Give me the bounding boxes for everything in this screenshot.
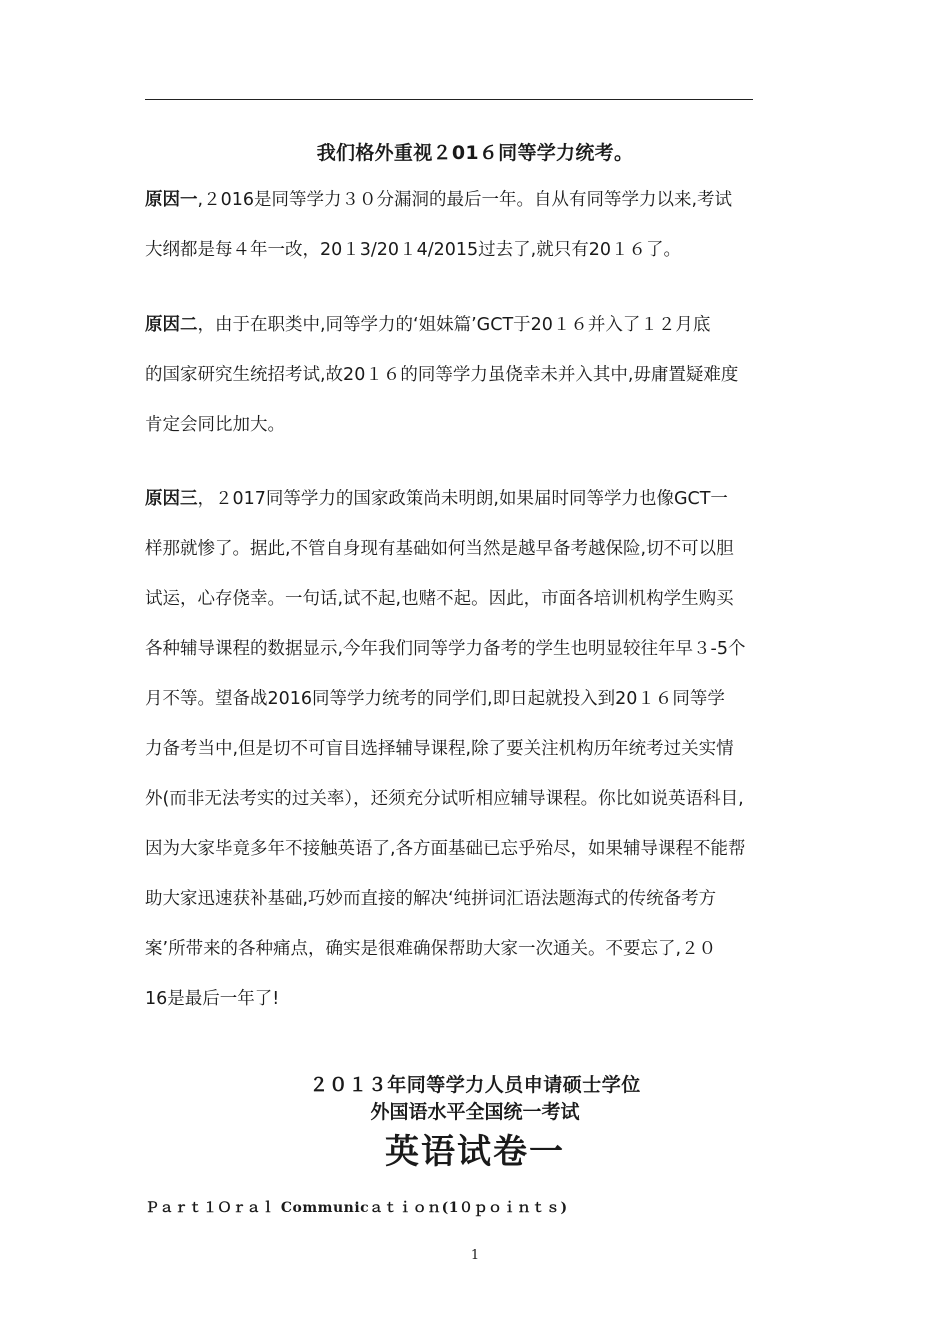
reason-three-label: 原因三	[145, 489, 198, 509]
reason-one-paragraph	[145, 175, 825, 275]
reason-three-line-11: 16是最后一年了!	[145, 989, 280, 1009]
reason-two-line-3: 肯定会同比加大。	[145, 415, 285, 435]
reason-three-line-8: 因为大家毕竟多年不接触英语了,各方面基础已忘乎殆尽，如果辅导课程不能帮	[145, 839, 746, 859]
reason-three-paragraph	[145, 474, 825, 1024]
reason-three-line-10: 案’所带来的各种痛点，确实是很难确保帮助大家一次通关。不要忘了,２０	[145, 939, 717, 959]
reason-one-line-1: 原因一,２016是同等学力３０分漏洞的最后一年。自从有同等学力以来,考试	[145, 190, 733, 210]
exam-title-line-2: 外国语水平全国统一考试	[370, 1101, 580, 1123]
reason-three-line-9: 助大家迅速获补基础,巧妙而直接的解决‘纯拼词汇语法题海式的传统备考方	[145, 889, 717, 909]
reason-three-line-7: 外(而非无法考实的过关率），还须充分试听相应辅导课程。你比如说英语科目,	[145, 789, 744, 809]
reason-one-label: 原因一	[145, 190, 198, 210]
reason-two-paragraph	[145, 300, 825, 450]
reason-two-line-1: 原因二，由于在职类中,同等学力的‘姐妹篇’GCT于20１６并入了１２月底	[145, 315, 711, 335]
reason-three-line-3: 试运，心存侥幸。一句话,试不起,也赌不起。因此，市面各培训机构学生购买	[145, 589, 734, 609]
page-number: 1	[470, 1248, 480, 1263]
reason-three-line-5: 月不等。望备战2016同等学力统考的同学们,即日起就投入到20１６同等学	[145, 689, 725, 709]
reason-two-line-2: 的国家研究生统招考试,故20１６的同等学力虽侥幸未并入其中,毋庸置疑难度	[145, 365, 739, 385]
reason-three-line-1: 原因三，２017同等学力的国家政策尚未明朗,如果届时同等学力也像GCT一	[145, 489, 728, 509]
header-rule	[145, 99, 753, 100]
exam-main-title: 英语试卷一	[385, 1132, 565, 1172]
document-heading: 我们格外重视２01６同等学力统考。	[316, 142, 634, 164]
reason-three-line-6: 力备考当中,但是切不可盲目选择辅导课程,除了要关注机构历年统考过关实情	[145, 739, 734, 759]
reason-one-line-2: 大纲都是每４年一改，20１3/20１4/2015过去了,就只有20１６了。	[145, 240, 681, 260]
reason-three-line-2: 样那就惨了。据此,不管自身现有基础如何当然是越早备考越保险,切不可以胆	[145, 539, 734, 559]
reason-two-label: 原因二	[145, 315, 198, 335]
exam-title-line-1: ２０１３年同等学力人员申请硕士学位	[309, 1074, 641, 1096]
reason-three-line-4: 各种辅导课程的数据显示,今年我们同等学力备考的学生也明显较往年早３-5个	[145, 639, 746, 659]
part-one-heading: Ｐａｒｔ１Ｏｒａｌ Communicａｔｉｏｎ(1０ｐｏｉｎｔｓ)	[145, 1200, 568, 1216]
